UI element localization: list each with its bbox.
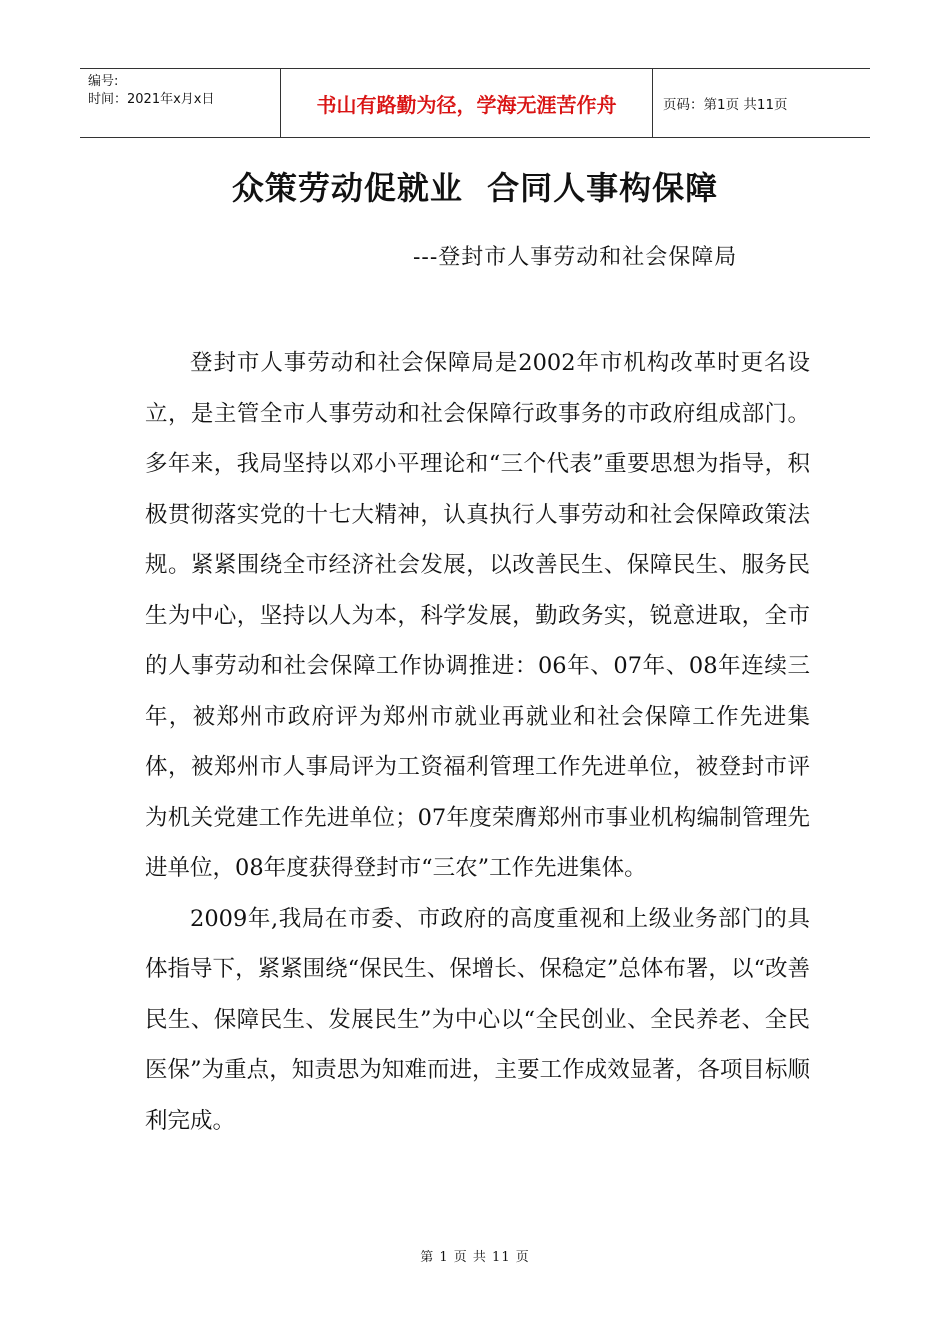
document-author: ---登封市人事劳动和社会保障局 xyxy=(413,245,738,270)
paragraph: 登封市人事劳动和社会保障局是2002年市机构改革时更名设立，是主管全市人事劳动和社会保障行政事务的市政府组成部门。多年来，我局坚持以邓小平理论和“三个代表”重要思想为指导，积极贯彻落实党的十七大精神，认真执行人事劳动和社会保障政策法规。紧紧围绕全市经济社会发展，以改善民生、保障民生、服务民生为中心，坚持以人为本，科学发展，勤政务实，锐意进取，全市的人事劳动和社会保障工作协调推进：06年、07年、08年连续三年，被郑州市政府评为郑州市就业再就业和社会保障工作先进集体，被郑州市人事局评为工资福利管理工作先进单位，被登封市评为机关党建工作先进单位；07年度荣膺郑州市事业机构编制管理先进单位，08年度获得登封市“三农”工作先进集体。 xyxy=(145,350,810,881)
document-title: 众策劳动促就业 合同人事构保障 xyxy=(231,169,719,207)
header-motto: 书山有路勤为径，学海无涯苦作舟 xyxy=(280,69,653,137)
header-page-info: 页码：第1页 共11页 xyxy=(663,97,788,113)
page-footer: 第 1 页 共 11 页 xyxy=(420,1250,530,1265)
document-body xyxy=(145,338,810,1146)
number-label: 编号: xyxy=(88,74,119,89)
header-meta xyxy=(80,69,280,137)
document-header xyxy=(80,68,870,138)
paragraph: 2009年,我局在市委、市政府的高度重视和上级业务部门的具体指导下，紧紧围绕“保民生、保增长、保稳定”总体布署，以“改善民生、保障民生、发展民生”为中心以“全民创业、全民养老、全民医保”为重点，知责思为知难而进，主要工作成效显著，各项目标顺利完成。 xyxy=(145,905,810,1134)
time-label: 时间：2021年x月x日 xyxy=(88,92,215,107)
